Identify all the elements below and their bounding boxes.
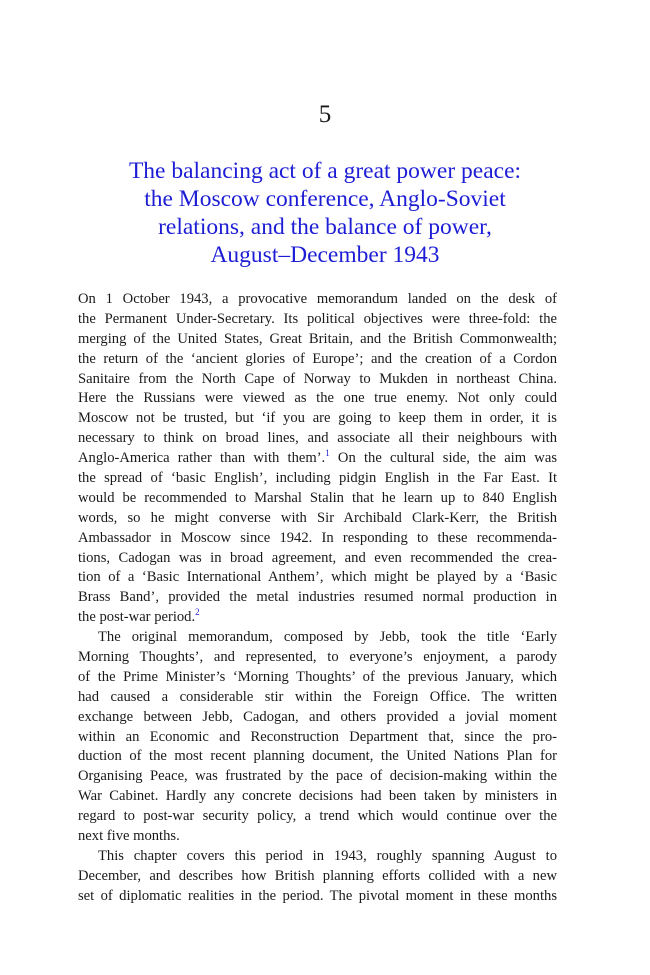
chapter-title-line: The balancing act of a great power peace:: [128, 158, 522, 184]
body-line-text: Anglo-America rather than with them’.: [78, 450, 326, 467]
body-line: War Cabinet. Hardly any concrete decisions had been taken by ministers in: [78, 788, 557, 805]
body-line: had caused a considerable stir within the Foreign Office. The written: [78, 688, 557, 705]
footnote-marker[interactable]: 1: [325, 448, 330, 459]
body-line: merging of the United States, Great Britain, and the British Commonwealth;: [78, 330, 557, 347]
chapter-body: [78, 290, 557, 907]
body-line: Sanitaire from the North Cape of Norway to Mukden in northeast China.: [78, 370, 557, 387]
body-line: December, and describes how British planning efforts collided with a new: [78, 867, 557, 884]
body-line: tions, Cadogan was in broad agreement, and even recommended the crea-: [78, 549, 557, 566]
chapter-title-line: relations, and the balance of power,: [158, 214, 492, 240]
body-line: The original memorandum, composed by Jebb, took the title ‘Early: [98, 629, 557, 646]
body-line: set of diplomatic realities in the period. The pivotal moment in these months: [78, 887, 557, 904]
body-line: necessary to think on broad lines, and associate all their neighbours with: [78, 430, 557, 447]
body-line: Brass Band’, provided the metal industries resumed normal production in: [78, 589, 557, 606]
body-line: regard to post-war security policy, a trend which would continue over the: [78, 808, 557, 825]
chapter-title-line: the Moscow conference, Anglo-Soviet: [144, 186, 506, 212]
body-line: within an Economic and Reconstruction Department that, since the pro-: [78, 728, 557, 745]
body-line: tion of a ‘Basic International Anthem’, which might be played by a ‘Basic: [78, 569, 557, 586]
body-line-with-note: [78, 449, 557, 469]
chapter-title-line: August–December 1943: [210, 242, 440, 268]
body-line: duction of the most recent planning document, the United Nations Plan for: [78, 748, 557, 765]
body-line: Ambassador in Moscow since 1942. In responding to these recommenda-: [78, 529, 557, 546]
body-line: words, so he might converse with Sir Archibald Clark-Kerr, the British: [78, 509, 557, 526]
body-line: the Permanent Under-Secretary. Its political objectives were three-fold: the: [78, 310, 557, 327]
body-line: next five months.: [78, 828, 180, 845]
chapter-title: [70, 157, 580, 269]
chapter-number: 5: [318, 101, 332, 128]
body-line: the spread of ‘basic English’, including pidgin English in the Far East. It: [78, 470, 557, 487]
body-line: exchange between Jebb, Cadogan, and others provided a jovial moment: [78, 708, 557, 725]
body-line-text: the post-war period.: [78, 609, 196, 626]
body-line: would be recommended to Marshal Stalin that he learn up to 840 English: [78, 489, 557, 506]
body-line: the return of the ‘ancient glories of Europe’; and the creation of a Cordon: [78, 350, 557, 367]
body-line: This chapter covers this period in 1943, roughly spanning August to: [98, 847, 557, 864]
body-line-with-note: [78, 608, 557, 628]
body-line: Here the Russians were viewed as the one true enemy. Not only could: [78, 390, 557, 407]
body-line: of the Prime Minister’s ‘Morning Thoughts’ of the previous January, which: [78, 668, 557, 685]
body-line-text: On the cultural side, the aim was: [329, 450, 557, 467]
body-line: Morning Thoughts’, and represented, to everyone’s enjoyment, a parody: [78, 649, 557, 666]
footnote-marker[interactable]: 2: [195, 607, 200, 618]
body-line: Organising Peace, was frustrated by the pace of decision-making within the: [78, 768, 557, 785]
body-line: Moscow not be trusted, but ‘if you are going to keep them in order, it is: [78, 410, 557, 427]
body-line: On 1 October 1943, a provocative memorandum landed on the desk of: [78, 291, 557, 307]
